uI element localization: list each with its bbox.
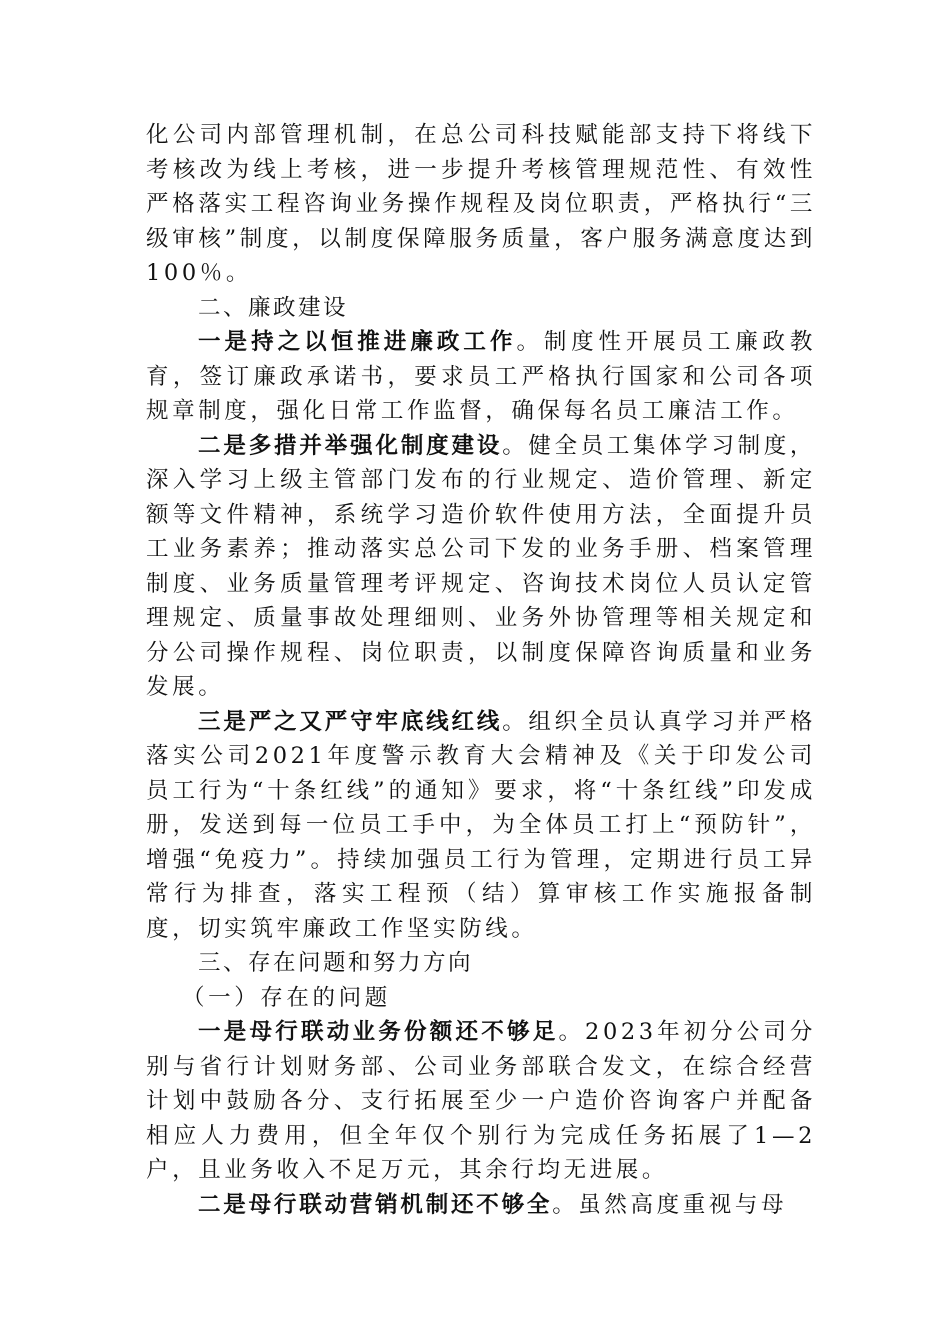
heading-text: 二、廉政建设 <box>198 294 349 321</box>
paragraph-lead: 三是严之又严守牢底线红线 <box>198 708 503 735</box>
paragraph-lead: 一是持之以恒推进廉政工作 <box>198 329 517 355</box>
paragraph-text: 。制度性开展员工廉政教育，签订廉政承诺书，要求员工严格执行国家和公司各项规章制度，强化日常工作监督，确保每名员工廉洁工作。 <box>146 329 816 424</box>
heading-text: 三、存在问题和努力方向 <box>198 950 474 976</box>
paragraph-lead: 一是母行联动业务份额还不够足 <box>198 1019 559 1045</box>
paragraph-system-building <box>146 429 816 705</box>
subsection-heading-existing-problems <box>146 981 816 1016</box>
paragraph-integrity-work <box>146 325 816 429</box>
paragraph-marketing-mechanism <box>146 1188 816 1223</box>
paragraph-lead: 二是多措并举强化制度建设 <box>198 432 503 459</box>
paragraph-text: 。组织全员认真学习并严格落实公司2021年度警示教育大会精神及《关于印发公司员工行为“十条红线”的通知》要求，将“十条红线”印发成册，发送到每一位员工手中，为全体员工打上“预防针”，增强“免疫力”。持续加强员工行为管理，定期进行员工异常行为排查，落实工程预（结）算审核工作实施报备制度，切实筑牢廉政工作坚实防线。 <box>146 708 817 942</box>
paragraph-red-lines <box>146 705 816 947</box>
paragraph-management-continuation <box>146 118 816 291</box>
paragraph-text: 。虽然高度重视与母 <box>552 1191 788 1218</box>
document-body <box>146 118 816 1222</box>
subheading-text: （一）存在的问题 <box>182 984 391 1011</box>
section-heading-problems <box>146 946 816 981</box>
paragraph-text: 。2023年初分公司分别与省行计划财务部、公司业务部联合发文，在综合经营计划中鼓励各分、支行拓展至少一户造价咨询客户并配备相应人力费用，但全年仅个别行为完成任务拓展了1—2户，且业务收入不足万元，其余行均无进展。 <box>146 1019 816 1183</box>
section-heading-integrity <box>146 291 816 326</box>
paragraph-text: 化公司内部管理机制，在总公司科技赋能部支持下将线下考核改为线上考核，进一步提升考核管理规范性、有效性严格落实工程咨询业务操作规程及岗位职责，严格执行“三级审核”制度，以制度保障服务质量，客户服务满意度达到100％。 <box>146 122 816 286</box>
paragraph-business-share <box>146 1015 816 1188</box>
paragraph-lead: 二是母行联动营销机制还不够全 <box>198 1191 553 1218</box>
paragraph-text: 。健全员工集体学习制度，深入学习上级主管部门发布的行业规定、造价管理、新定额等文件精神，系统学习造价软件使用方法，全面提升员工业务素养；推动落实总公司下发的业务手册、档案管理制度、业务质量管理考评规定、咨询技术岗位人员认定管理规定、质量事故处理细则、业务外协管理等相关规定和分公司操作规程、岗位职责，以制度保障咨询质量和业务发展。 <box>146 432 817 700</box>
